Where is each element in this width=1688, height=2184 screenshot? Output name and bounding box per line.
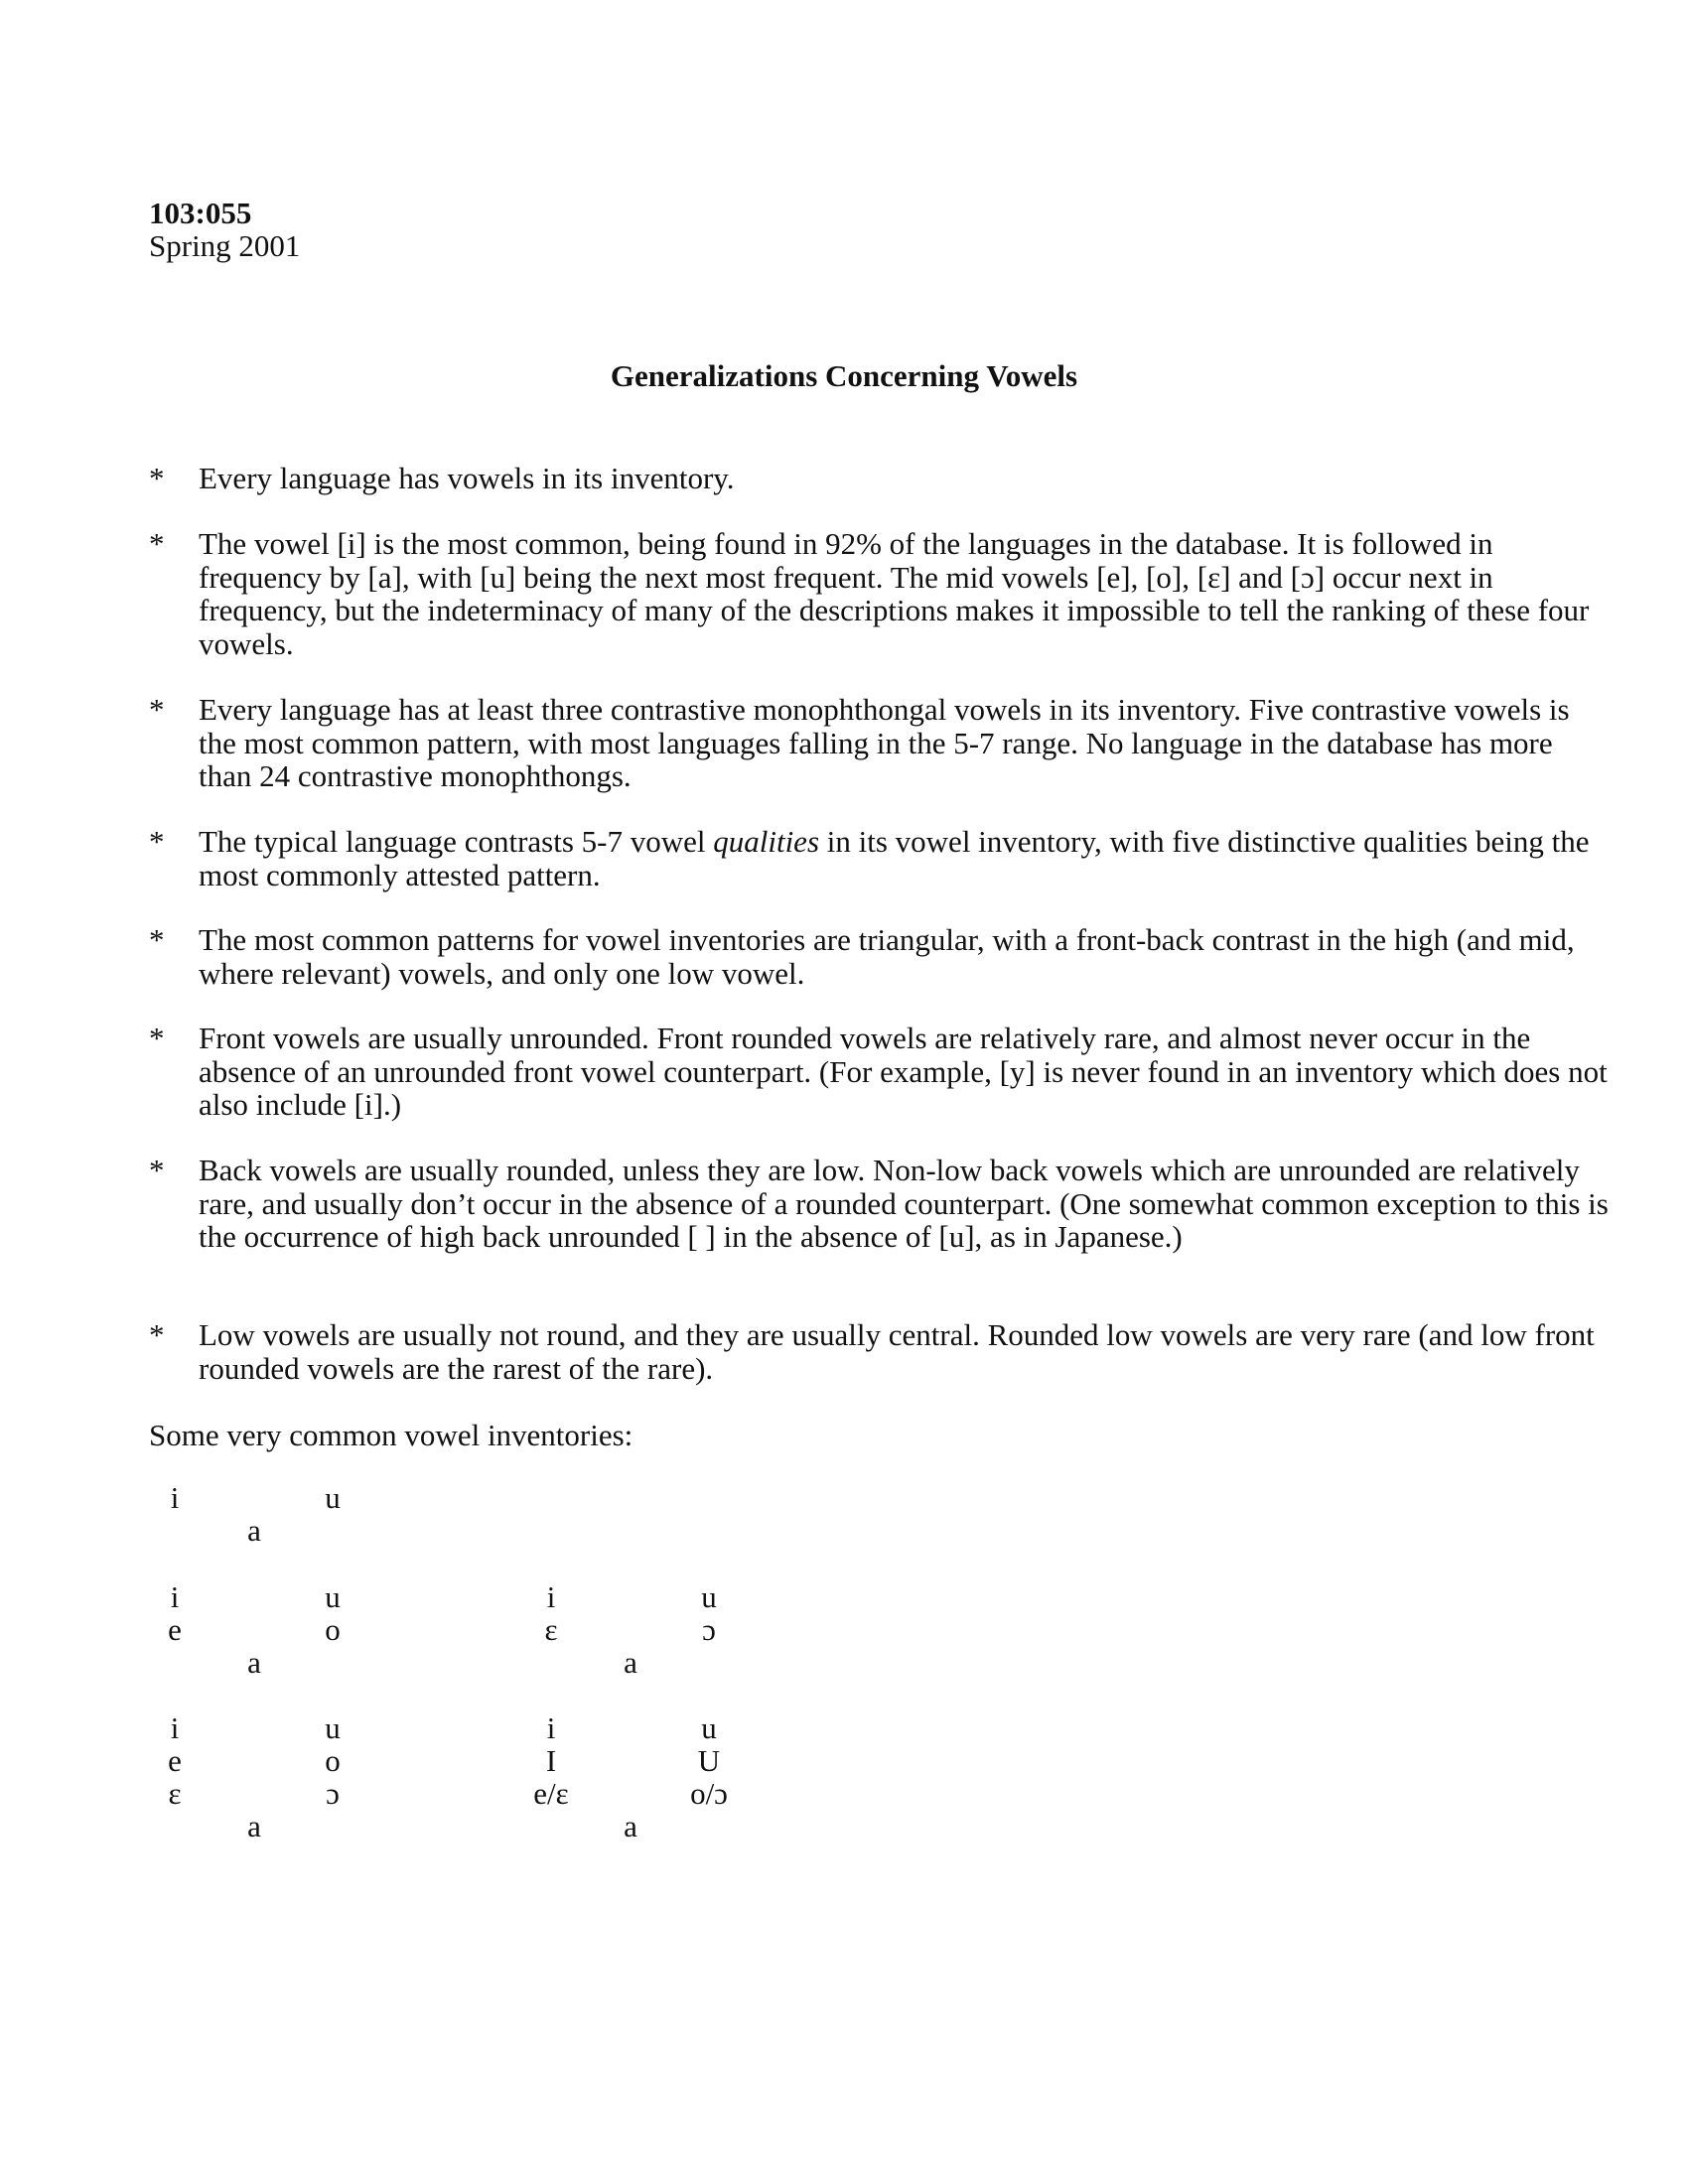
list-item [149, 693, 1609, 793]
bullet-text: Low vowels are usually not round, and they are usually central. Rounded low vowels are very rare (and low front rounded vowels are the rarest of the rare). [199, 1317, 1595, 1386]
bullet-marker: * [149, 1153, 165, 1187]
vowel-mid-front: ɛ [544, 1612, 558, 1647]
vowel-mid-back: U [697, 1743, 721, 1778]
bullet-marker: * [149, 824, 165, 859]
vowel-high-front: i [546, 1579, 556, 1614]
bullet-text: Every language has vowels in its inventory. [199, 461, 735, 495]
vowel-mid-front: I [545, 1743, 557, 1778]
list-item [149, 1154, 1609, 1254]
vowel-low: a [247, 1513, 261, 1548]
document-title: Generalizations Concerning Vowels [610, 358, 1078, 393]
vowel-mid-back: o [325, 1612, 341, 1647]
vowel-low: a [624, 1645, 637, 1680]
vowel-high-front: i [170, 1579, 180, 1614]
vowel-lowmid-back: ɔ [326, 1776, 340, 1811]
vowel-high-back: u [325, 1480, 341, 1515]
vowel-lowmid-front: e/ɛ [533, 1776, 569, 1811]
list-item [149, 1318, 1609, 1385]
bullet-marker: * [149, 1021, 165, 1055]
vowel-low: a [247, 1809, 261, 1843]
vowel-low: a [624, 1809, 637, 1843]
bullet-marker: * [149, 461, 165, 495]
inventories-intro: Some very common vowel inventories: [149, 1418, 633, 1452]
list-item [149, 527, 1609, 660]
vowel-high-back: u [701, 1710, 717, 1745]
vowel-mid-back: o [325, 1743, 341, 1778]
bullet-marker: * [149, 922, 165, 957]
term-label: Spring 2001 [149, 228, 301, 263]
bullet-marker: * [149, 692, 165, 727]
bullet-text [199, 825, 1609, 891]
bullet-marker: * [149, 526, 165, 561]
course-code: 103:055 [149, 196, 252, 230]
vowel-mid-front: e [168, 1612, 182, 1647]
list-item [149, 923, 1609, 990]
emphasis-text: qualities [713, 824, 820, 859]
vowel-high-front: i [546, 1710, 556, 1745]
vowel-lowmid-front: ɛ [168, 1776, 182, 1811]
vowel-lowmid-back: o/ɔ [690, 1776, 728, 1811]
vowel-high-back: u [325, 1710, 341, 1745]
bullet-text: Every language has at least three contrastive monophthongal vowels in its inventory. Five contrastive vowels is the most common pattern, with most languages falling in the 5-7 range. No language in the database has more than 24 contrastive monophthongs. [199, 692, 1570, 793]
vowel-high-back: u [325, 1579, 341, 1614]
vowel-low: a [247, 1645, 261, 1680]
list-item [149, 1022, 1609, 1122]
bullet-text: Back vowels are usually rounded, unless they are low. Non-low back vowels which are unrounded are relatively rare, and usually don’t occur in the absence of a rounded counterpart. (One somewhat common exception to this is the occurrence of high back unrounded [ ] in the absence of [u], as in Japanese.) [199, 1153, 1609, 1254]
vowel-high-front: i [170, 1480, 180, 1515]
bullet-marker: * [149, 1317, 165, 1352]
vowel-high-back: u [701, 1579, 717, 1614]
list-item [149, 462, 1609, 495]
vowel-mid-back: ɔ [702, 1612, 716, 1647]
bullet-text: The vowel [i] is the most common, being found in 92% of the languages in the database. It is followed in frequency by [a], with [u] being the next most frequent. The mid vowels [e], [o], [ɛ] and [ɔ] occur next in frequency, but the indeterminacy of many of the descriptions makes it impossible to tell the ranking of these four vowels. [199, 526, 1590, 661]
vowel-mid-front: e [168, 1743, 182, 1778]
bullet-text: The most common patterns for vowel inventories are triangular, with a front-back contrast in the high (and mid, where relevant) vowels, and only one low vowel. [199, 922, 1575, 991]
bullet-text: Front vowels are usually unrounded. Front rounded vowels are relatively rare, and almost never occur in the absence of an unrounded front vowel counterpart. (For example, [y] is never found in an inventory which does not also include [i].) [199, 1021, 1608, 1122]
bullet-text-part: The typical language contrasts 5-7 vowel [199, 824, 714, 859]
list-item [149, 825, 1609, 891]
vowel-high-front: i [170, 1710, 180, 1745]
bullet-text-part: in its vowel inventory, with five distinctive qualities being the most commonly attested pattern. [199, 824, 1590, 892]
